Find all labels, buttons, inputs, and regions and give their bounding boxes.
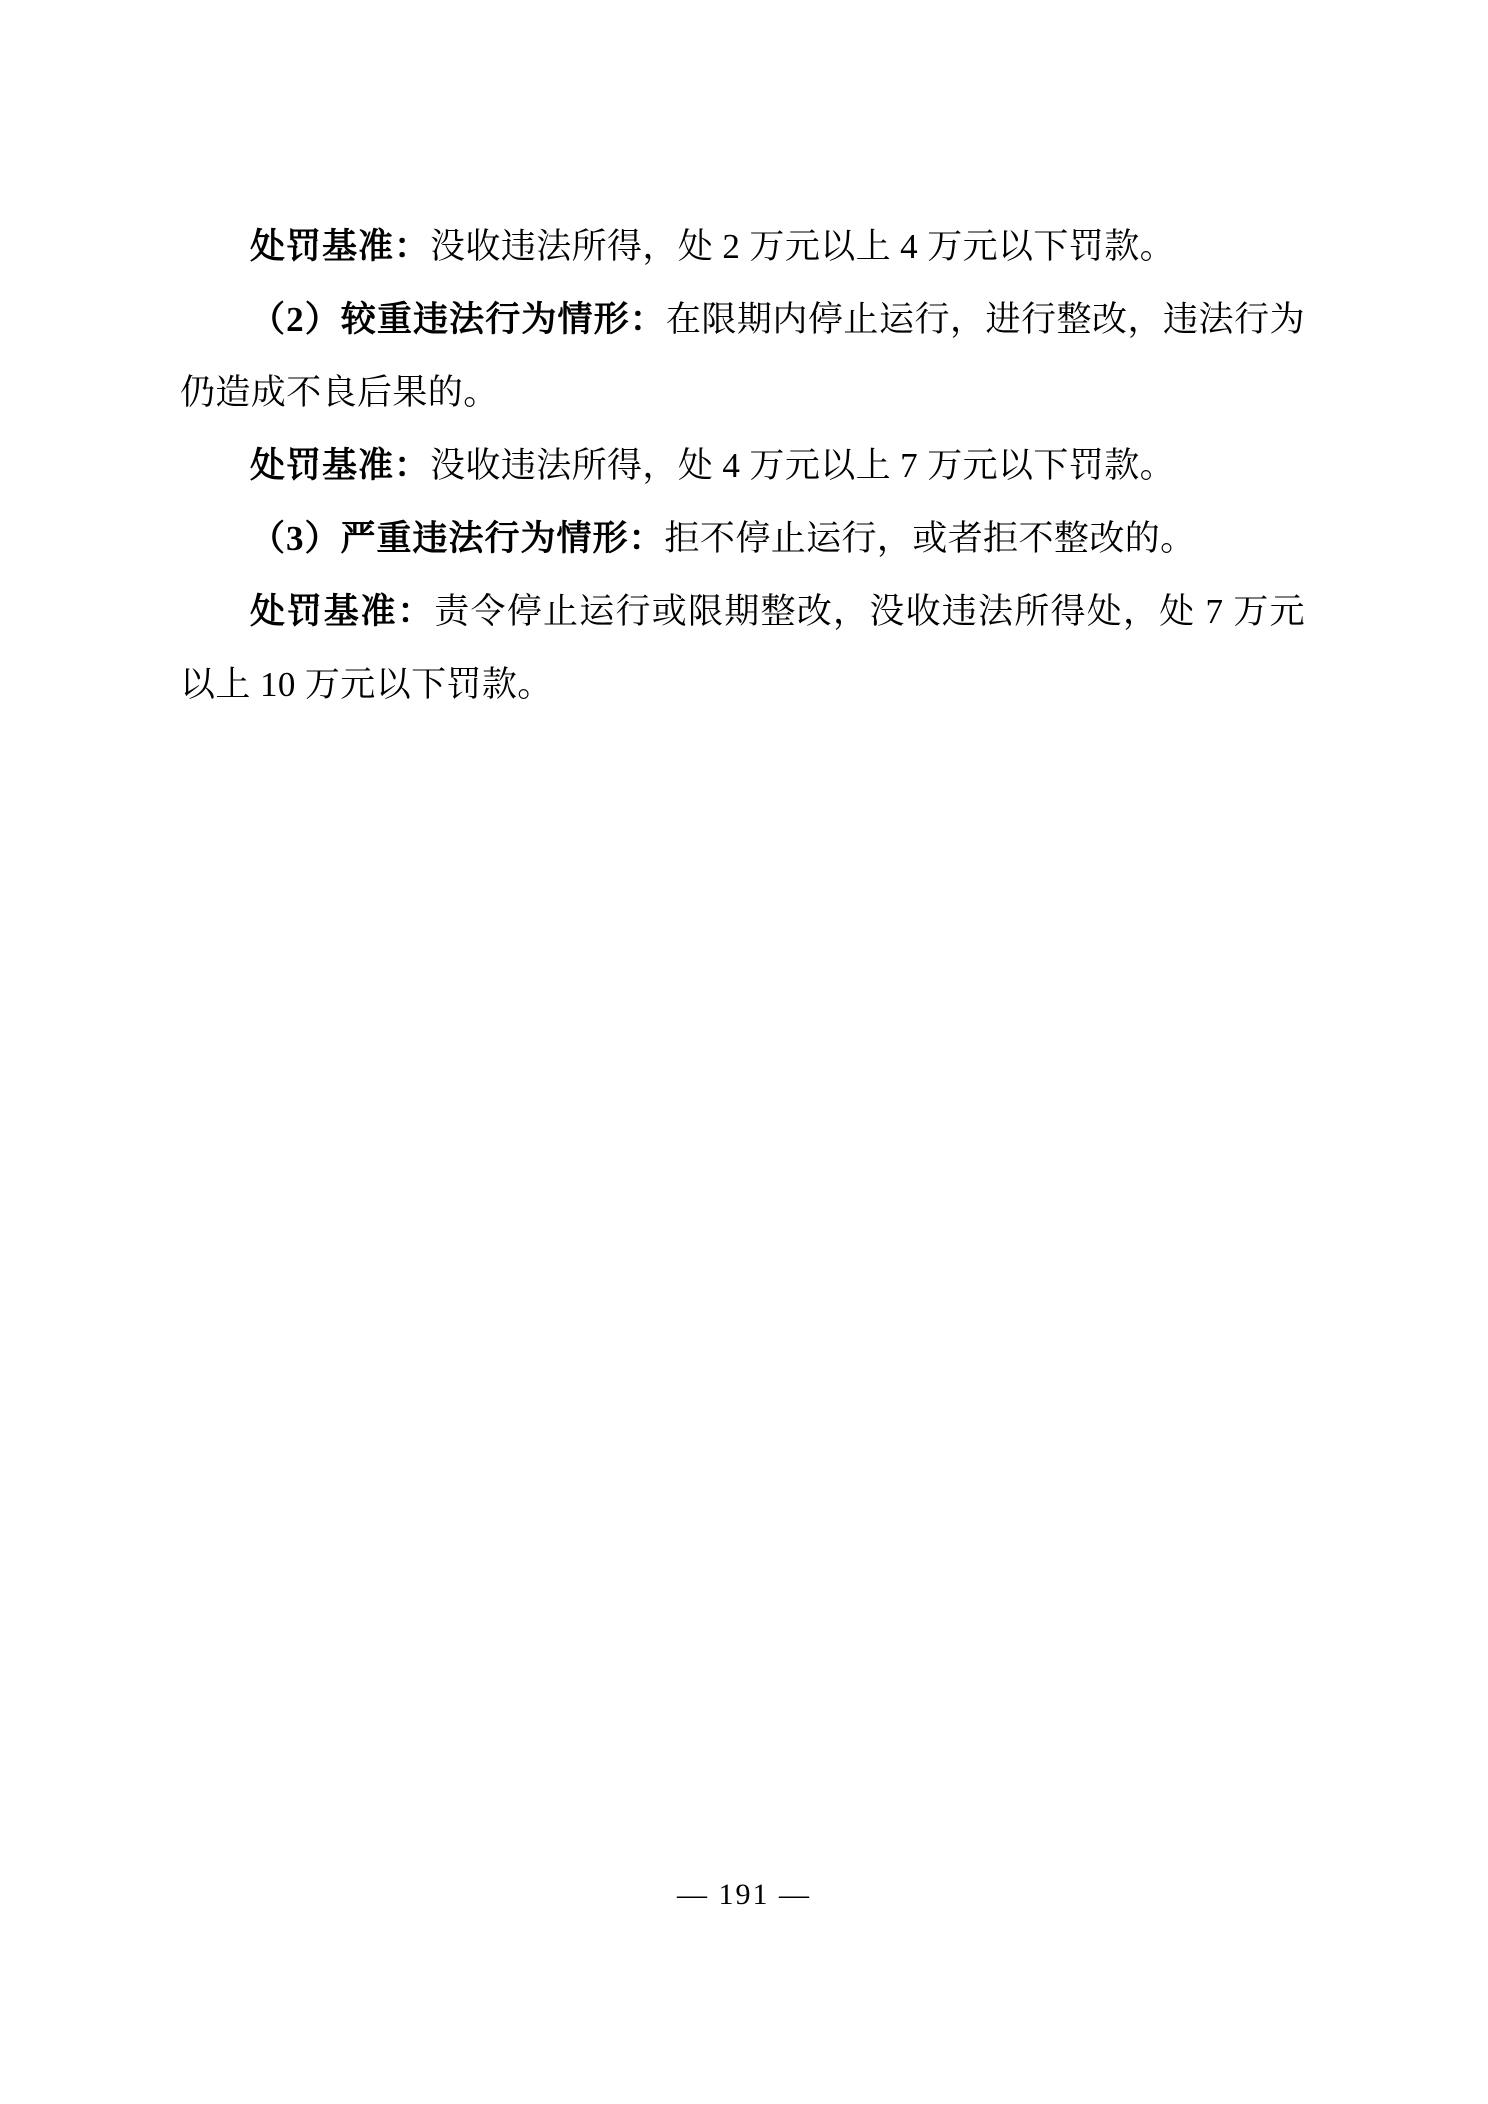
paragraph-text: 责令停止运行或限期整改，没收违法所得处，处 7 万元以上 10 万元以下罚款。 bbox=[180, 592, 1305, 704]
paragraph-penalty-standard-2 bbox=[180, 429, 1305, 502]
paragraph-lead-label: 处罚基准： bbox=[250, 446, 431, 485]
paragraph-lead-label: （3）严重违法行为情形： bbox=[250, 519, 665, 558]
page-number: — 191 — bbox=[677, 1878, 811, 1911]
paragraph-case-2 bbox=[180, 283, 1305, 429]
paragraph-penalty-standard-1 bbox=[180, 210, 1305, 283]
paragraph-penalty-standard-3 bbox=[180, 575, 1305, 721]
paragraph-text: 拒不停止运行，或者拒不整改的。 bbox=[664, 519, 1196, 558]
paragraph-case-3 bbox=[180, 502, 1305, 575]
paragraph-lead-label: （2）较重违法行为情形： bbox=[250, 300, 666, 339]
paragraph-text: 在限期内停止运行，进行整改，违法行为仍造成不良后果的。 bbox=[180, 300, 1305, 412]
paragraph-text: 没收违法所得，处 4 万元以上 7 万元以下罚款。 bbox=[430, 446, 1176, 485]
paragraph-lead-label: 处罚基准： bbox=[250, 227, 431, 266]
paragraph-text: 没收违法所得，处 2 万元以上 4 万元以下罚款。 bbox=[430, 227, 1176, 266]
paragraph-lead-label: 处罚基准： bbox=[250, 592, 435, 631]
document-body bbox=[180, 210, 1305, 721]
